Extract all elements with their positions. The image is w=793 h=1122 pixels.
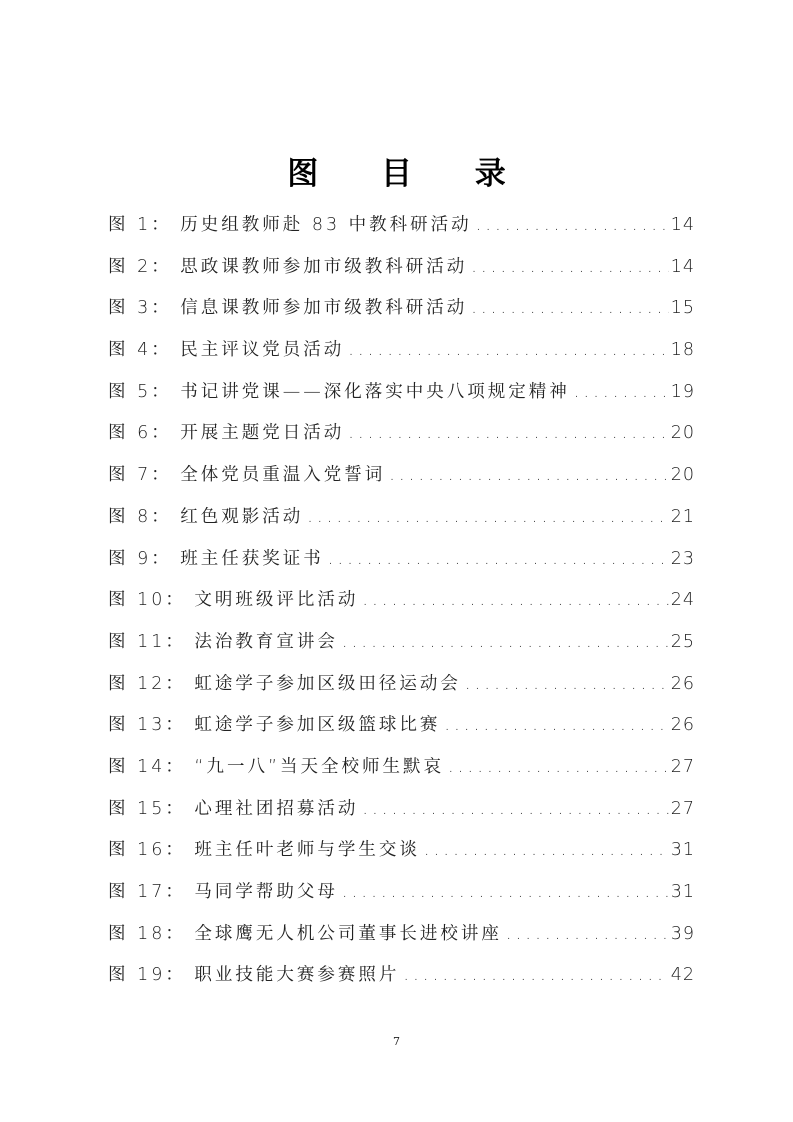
toc-entry-page: 21 [670,506,695,527]
toc-entry[interactable] [108,205,695,247]
toc-entry-page: 27 [670,798,695,819]
dot-leader [399,955,668,997]
toc-entry-page: 15 [670,298,695,319]
toc-entry-label: 图 11： 法治教育宣讲会 [108,631,338,652]
dot-leader [338,872,669,914]
dot-leader [358,789,668,831]
toc-entry[interactable] [108,455,695,497]
dot-leader [467,247,668,289]
toc-entry[interactable] [108,914,695,956]
toc-entry[interactable] [108,830,695,872]
dot-leader [467,288,668,330]
dot-leader [303,497,668,539]
toc-entry-label: 图 7： 全体党员重温入党誓词 [108,465,386,486]
dot-leader [385,455,668,497]
dot-leader [358,580,668,622]
dot-leader [461,664,669,706]
dot-leader [344,330,668,372]
toc-entry-label: 图 15： 心理社团招募活动 [108,798,359,819]
toc-entry-page: 19 [670,381,695,402]
toc-entry-page: 31 [670,840,695,861]
toc-entry-label: 图 6： 开展主题党日活动 [108,423,345,444]
dot-leader [344,413,668,455]
toc-entry-page: 26 [670,673,695,694]
toc-entry-label: 图 14： “九一八”当天全校师生默哀 [108,756,445,777]
dot-leader [502,914,669,956]
toc-entry[interactable] [108,789,695,831]
dot-leader [420,830,669,872]
toc-entry-label: 图 16： 班主任叶老师与学生交谈 [108,840,420,861]
dot-leader [324,539,669,581]
toc-entry-page: 20 [670,423,695,444]
toc-entry-page: 14 [670,215,695,235]
toc-entry-page: 24 [670,590,695,611]
toc-entry[interactable] [108,372,695,414]
toc-entry[interactable] [108,747,695,789]
dot-leader [570,372,669,414]
dot-leader [440,705,668,747]
figure-table-of-contents [108,205,695,997]
toc-entry-page: 39 [670,923,695,944]
page-number: 7 [393,1035,400,1048]
toc-entry[interactable] [108,955,695,997]
toc-entry-label: 图 8： 红色观影活动 [108,506,304,527]
toc-entry-page: 23 [670,548,695,569]
toc-entry-page: 20 [670,465,695,486]
toc-entry[interactable] [108,330,695,372]
toc-entry[interactable] [108,705,695,747]
toc-entry-page: 27 [670,756,695,777]
toc-entry-label: 图 3： 信息课教师参加市级教科研活动 [108,298,468,319]
toc-entry-label: 图 1： 历史组教师赴 83 中教科研活动 [108,215,472,235]
dot-leader [472,205,669,247]
page-title: 图 目 录 [287,156,532,192]
toc-entry-page: 31 [670,882,695,902]
toc-entry[interactable] [108,497,695,539]
toc-entry-label: 图 12： 虹途学子参加区级田径运动会 [108,673,461,694]
toc-entry[interactable] [108,622,695,664]
toc-entry-label: 图 2： 思政课教师参加市级教科研活动 [108,256,468,277]
toc-entry-page: 18 [670,340,695,361]
toc-entry-label: 图 18： 全球鹰无人机公司董事长进校讲座 [108,923,502,944]
toc-entry-label: 图 10： 文明班级评比活动 [108,590,359,611]
toc-entry[interactable] [108,413,695,455]
toc-entry-page: 14 [670,256,695,277]
toc-entry[interactable] [108,539,695,581]
toc-entry-page: 25 [670,631,695,652]
toc-entry-label: 图 17： 马同学帮助父母 [108,882,338,902]
toc-entry[interactable] [108,664,695,706]
toc-entry[interactable] [108,247,695,289]
toc-entry-page: 42 [670,965,695,986]
toc-entry-label: 图 19： 职业技能大赛参赛照片 [108,965,400,986]
toc-entry[interactable] [108,580,695,622]
toc-entry-label: 图 4： 民主评议党员活动 [108,340,345,361]
toc-entry[interactable] [108,288,695,330]
toc-entry-label: 图 5： 书记讲党课——深化落实中央八项规定精神 [108,381,570,402]
dot-leader [444,747,669,789]
toc-entry-label: 图 9： 班主任获奖证书 [108,548,324,569]
dot-leader [338,622,669,664]
toc-entry[interactable] [108,872,695,914]
toc-entry-page: 26 [670,715,695,736]
toc-entry-label: 图 13： 虹途学子参加区级篮球比赛 [108,715,441,736]
